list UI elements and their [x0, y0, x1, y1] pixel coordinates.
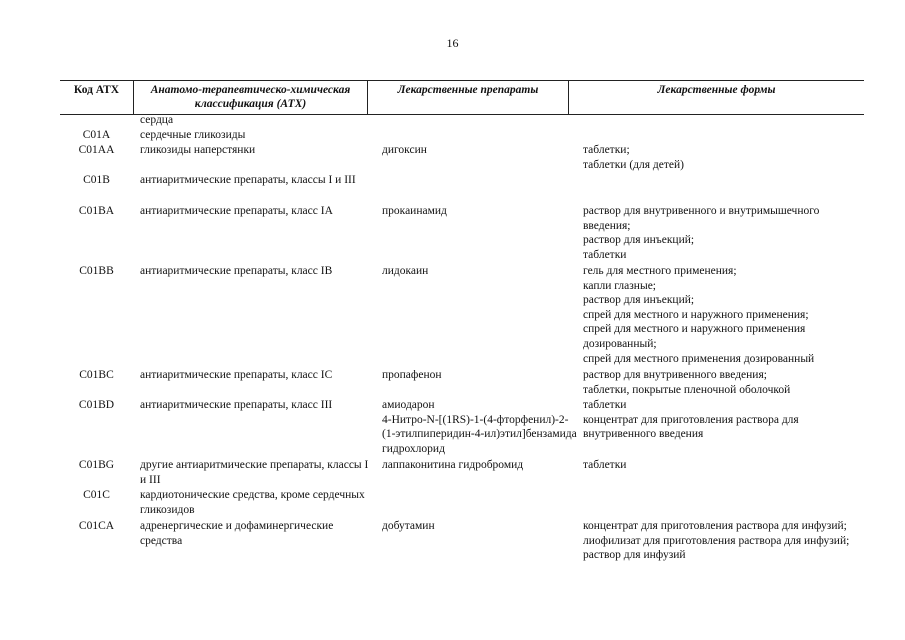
table-row [60, 143, 864, 173]
drug-name: лидокаин [382, 265, 429, 277]
drug-name: прокаинамид [382, 205, 447, 217]
atc-code: C01BD [78, 399, 115, 411]
drug-name: дигоксин [382, 144, 427, 156]
header-classification [133, 81, 367, 114]
table-row [60, 128, 864, 143]
atc-code: C01C [83, 489, 110, 501]
table-row [60, 368, 864, 398]
header-classification-label: Анатомо-терапевтическо-химическая классификация (АТХ) [150, 84, 351, 110]
atc-classification: антиаритмические препараты, класс IA [140, 205, 333, 217]
atc-classification: сердца [140, 114, 174, 126]
dosage-forms: гель для местного применения; капли глазные; раствор для инъекций; спрей для местного и наружного применения; спрей для местного и наружного применения дозированный; спрей для местного применения дозированный [583, 265, 815, 365]
atc-code: C01A [82, 129, 111, 141]
table-row [60, 113, 864, 128]
table-row [60, 173, 864, 204]
page-number: 16 [446, 36, 459, 50]
header-drugs-label: Лекарственные препараты [397, 84, 539, 96]
dosage-forms: раствор для внутривенного введения; таблетки, покрытые пленочной оболочкой [583, 369, 791, 396]
dosage-forms: таблетки; таблетки (для детей) [583, 144, 684, 171]
atc-code: C01B [83, 174, 110, 186]
header-drugs [367, 81, 568, 114]
dosage-forms: таблетки [583, 459, 627, 471]
atc-classification: другие антиаритмические препараты, классы I и III [140, 459, 369, 486]
table-row [60, 519, 864, 594]
table-row [60, 264, 864, 368]
header-forms-label: Лекарственные формы [657, 84, 776, 96]
dosage-forms: таблетки концентрат для приготовления раствора для внутривенного введения [583, 399, 799, 441]
atc-classification: антиаритмические препараты, класс IB [140, 265, 333, 277]
atc-code: C01BC [79, 369, 114, 381]
atc-code: C01BA [78, 205, 115, 217]
atc-code: C01BG [78, 459, 115, 471]
atc-classification: кардиотонические средства, кроме сердечных гликозидов [140, 489, 365, 516]
dosage-forms: раствор для внутривенного и внутримышечного введения; раствор для инъекций; таблетки [583, 205, 820, 261]
table-row [60, 204, 864, 264]
atc-code: C01BB [79, 265, 114, 277]
header-code-label: Код АТХ [73, 84, 120, 96]
table-header [60, 80, 864, 115]
atc-classification: адренергические и дофаминергические средства [140, 520, 334, 547]
atc-code: C01CA [78, 520, 115, 532]
drug-name: добутамин [382, 520, 435, 532]
atc-classification: сердечные гликозиды [140, 129, 246, 141]
table-row [60, 398, 864, 458]
drug-name: амиодарон 4-Нитро-N-[(1RS)-1-(4-фторфенил)-2-(1-этилпиперидин-4-ил)этил]бензамида гидрохлорид [382, 399, 577, 455]
dosage-forms: концентрат для приготовления раствора для инфузий; лиофилизат для приготовления раствора для инфузий; раствор для инфузий [583, 520, 850, 562]
table-body [60, 113, 864, 594]
header-code [60, 81, 133, 114]
drug-name: пропафенон [382, 369, 442, 381]
table-row [60, 458, 864, 488]
atc-classification: антиаритмические препараты, класс IC [140, 369, 333, 381]
atc-classification: гликозиды наперстянки [140, 144, 256, 156]
atc-classification: антиаритмические препараты, класс III [140, 399, 333, 411]
header-forms [568, 81, 864, 114]
drug-name: лаппаконитина гидробромид [382, 459, 524, 471]
table-row [60, 488, 864, 519]
atc-code: C01AA [78, 144, 115, 156]
atc-classification: антиаритмические препараты, классы I и III [140, 174, 356, 186]
